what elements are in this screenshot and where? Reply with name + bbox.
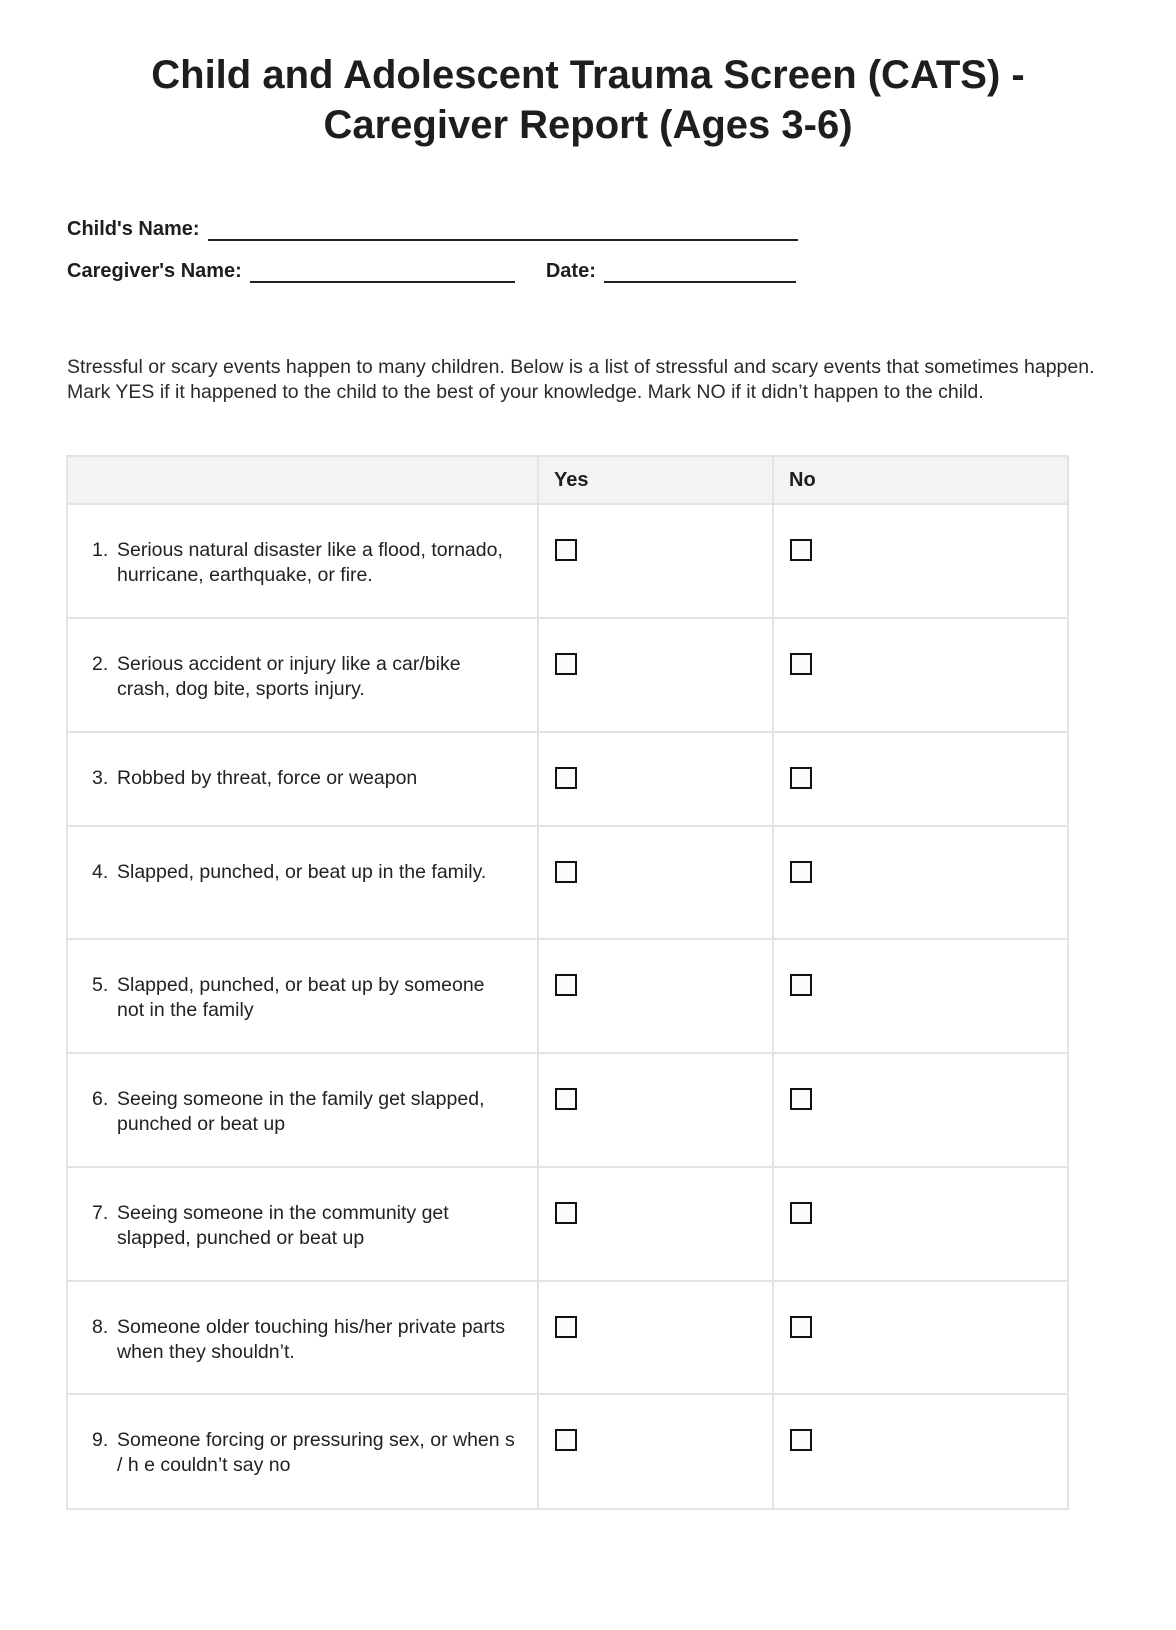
yes-checkbox[interactable] [555,1202,577,1224]
question-text: Slapped, punched, or beat up by someone not in the family [117,974,485,1021]
yes-checkbox[interactable] [555,539,577,561]
question-text: Robbed by threat, force or weapon [117,767,418,789]
child-name-row [67,218,798,241]
no-checkbox[interactable] [790,861,812,883]
question-number: 1. [92,539,109,561]
question-cell [67,1167,538,1281]
yes-cell [538,1281,773,1394]
table-row [67,1394,1068,1509]
caregiver-date-row [67,260,796,283]
yes-cell [538,1167,773,1281]
yes-cell [538,1053,773,1167]
header-no: No [773,456,1068,504]
yes-checkbox[interactable] [555,1316,577,1338]
yes-cell [538,826,773,939]
yes-checkbox[interactable] [555,1088,577,1110]
title-line-1: Child and Adolescent Trauma Screen (CATS) - [151,53,1025,97]
table-row [67,1167,1068,1281]
no-checkbox[interactable] [790,1429,812,1451]
no-cell [773,1167,1068,1281]
instructions: Stressful or scary events happen to many children. Below is a list of stressful and scary events that sometimes happen. Mark YES if it happened to the child to the best of your knowledge. Mark NO if it didn’t happen to the child. [67,356,1095,403]
no-checkbox[interactable] [790,1316,812,1338]
question-cell [67,1053,538,1167]
date-label: Date: [545,260,596,282]
header-yes: Yes [538,456,773,504]
yes-checkbox[interactable] [555,1429,577,1451]
yes-cell [538,504,773,618]
yes-cell [538,732,773,826]
no-checkbox[interactable] [790,653,812,675]
table-row [67,618,1068,732]
header-item [67,456,538,504]
yes-cell [538,618,773,732]
title-line-2: Caregiver Report (Ages 3-6) [323,103,853,147]
screening-table [66,455,1069,1510]
caregiver-name-field[interactable] [250,263,515,283]
yes-checkbox[interactable] [555,653,577,675]
no-checkbox[interactable] [790,539,812,561]
table-row [67,826,1068,939]
no-cell [773,1053,1068,1167]
yes-cell [538,939,773,1053]
date-field[interactable] [604,263,796,283]
no-cell [773,504,1068,618]
question-number: 2. [92,653,109,675]
yes-cell [538,1394,773,1509]
question-number: 9. [92,1429,109,1451]
question-number: 5. [92,974,109,996]
child-name-field[interactable] [208,221,798,241]
question-text: Seeing someone in the community get slapped, punched or beat up [117,1202,449,1249]
table-row [67,939,1068,1053]
yes-checkbox[interactable] [555,974,577,996]
question-number: 8. [92,1316,109,1338]
no-checkbox[interactable] [790,767,812,789]
question-cell [67,826,538,939]
question-cell [67,732,538,826]
table-row [67,732,1068,826]
question-cell [67,939,538,1053]
no-cell [773,1394,1068,1509]
question-number: 6. [92,1088,109,1110]
no-cell [773,826,1068,939]
question-cell [67,1394,538,1509]
question-text: Seeing someone in the family get slapped, punched or beat up [117,1088,485,1135]
question-text: Someone older touching his/her private parts when they shouldn’t. [117,1316,506,1363]
caregiver-name-label: Caregiver's Name: [67,260,242,282]
table-row [67,1281,1068,1394]
yes-checkbox[interactable] [555,861,577,883]
question-number: 4. [92,861,109,883]
no-cell [773,732,1068,826]
question-number: 3. [92,767,109,789]
question-text: Slapped, punched, or beat up in the family. [117,861,487,883]
question-text: Someone forcing or pressuring sex, or when s / h e couldn’t say no [117,1429,515,1476]
no-checkbox[interactable] [790,1202,812,1224]
child-name-label: Child's Name: [67,218,200,240]
no-checkbox[interactable] [790,1088,812,1110]
table-row [67,1053,1068,1167]
question-cell [67,618,538,732]
question-cell [67,504,538,618]
no-cell [773,1281,1068,1394]
question-number: 7. [92,1202,109,1224]
no-cell [773,618,1068,732]
page-title [0,50,1176,150]
no-cell [773,939,1068,1053]
question-text: Serious natural disaster like a flood, tornado, hurricane, earthquake, or fire. [117,539,503,586]
table-row [67,504,1068,618]
question-cell [67,1281,538,1394]
yes-checkbox[interactable] [555,767,577,789]
table-header-row [67,456,1068,504]
question-text: Serious accident or injury like a car/bike crash, dog bite, sports injury. [117,653,461,700]
no-checkbox[interactable] [790,974,812,996]
